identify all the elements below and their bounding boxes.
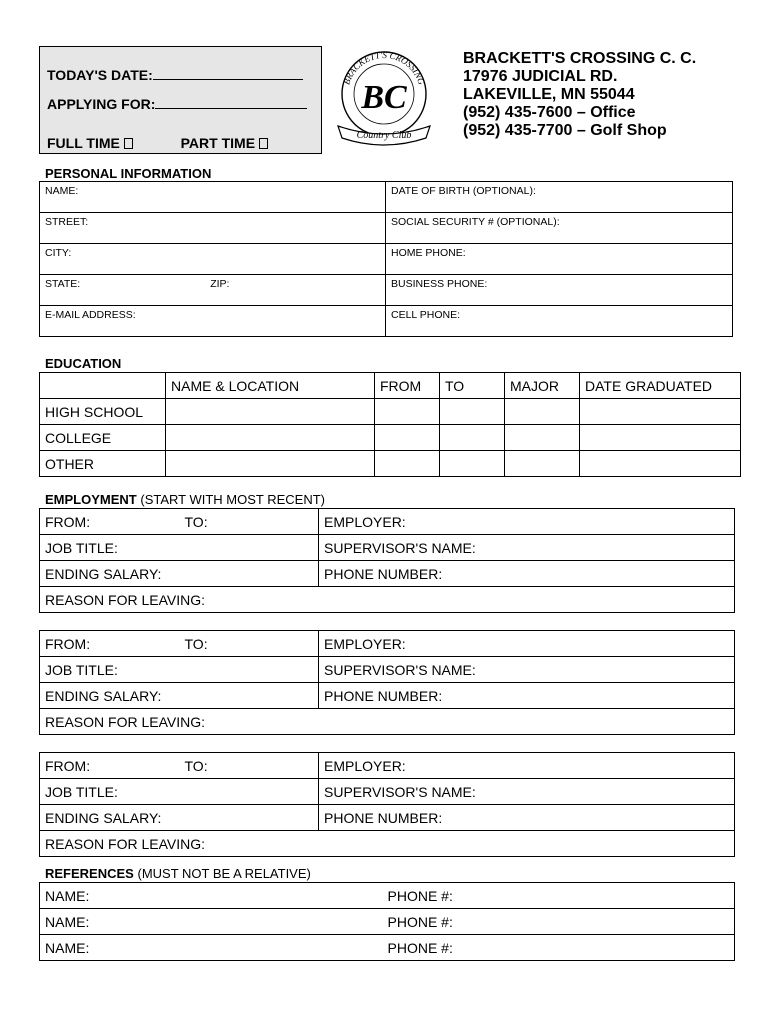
education-header-blank	[40, 373, 166, 399]
input-cell[interactable]	[166, 451, 375, 477]
employment-block-3	[39, 752, 735, 857]
phone-number-field[interactable]: PHONE NUMBER:	[319, 683, 735, 709]
club-logo	[328, 46, 440, 154]
to-field[interactable]: TO:	[180, 753, 319, 779]
employer-field[interactable]: EMPLOYER:	[319, 753, 735, 779]
applying-for-field[interactable]	[155, 96, 307, 109]
table-row	[40, 909, 735, 935]
application-header-box	[39, 46, 322, 154]
to-field[interactable]: TO:	[180, 631, 319, 657]
logo-arc-text: BRACKETT'S CROSSING	[341, 49, 427, 86]
job-title-field[interactable]: JOB TITLE:	[40, 535, 319, 561]
education-header-row	[40, 373, 741, 399]
club-address	[463, 50, 696, 140]
salary-field[interactable]: ENDING SALARY:	[40, 561, 319, 587]
supervisor-field[interactable]: SUPERVISOR'S NAME:	[319, 779, 735, 805]
education-row-label: COLLEGE	[40, 425, 166, 451]
input-cell[interactable]	[166, 399, 375, 425]
name-field[interactable]: NAME:	[40, 182, 386, 213]
state-zip-field[interactable]: STATE: ZIP:	[40, 275, 386, 306]
club-city: LAKEVILLE, MN 55044	[463, 86, 635, 103]
personal-info-title: PERSONAL INFORMATION	[45, 166, 212, 181]
street-field[interactable]: STREET:	[40, 213, 386, 244]
references-table	[39, 882, 735, 961]
employment-block-1	[39, 508, 735, 613]
input-cell[interactable]	[580, 399, 741, 425]
part-time-checkbox[interactable]	[259, 138, 268, 149]
from-field[interactable]: FROM:	[40, 753, 180, 779]
cell-phone-field[interactable]: CELL PHONE:	[386, 306, 733, 337]
input-cell[interactable]	[375, 425, 440, 451]
todays-date-line	[47, 67, 303, 83]
reference-name-field[interactable]: NAME:	[40, 935, 383, 961]
employer-field[interactable]: EMPLOYER:	[319, 631, 735, 657]
employment-block-2	[39, 630, 735, 735]
input-cell[interactable]	[375, 451, 440, 477]
input-cell[interactable]	[505, 425, 580, 451]
table-row	[40, 935, 735, 961]
reference-phone-field[interactable]: PHONE #:	[383, 883, 735, 909]
city-field[interactable]: CITY:	[40, 244, 386, 275]
todays-date-label: TODAY'S DATE:	[47, 67, 153, 83]
from-field[interactable]: FROM:	[40, 509, 180, 535]
table-row	[40, 883, 735, 909]
input-cell[interactable]	[505, 451, 580, 477]
applying-for-line	[47, 96, 307, 112]
reference-phone-field[interactable]: PHONE #:	[383, 935, 735, 961]
logo-banner-text: Country Club	[356, 130, 412, 141]
dob-field[interactable]: DATE OF BIRTH (OPTIONAL):	[386, 182, 733, 213]
education-header-from: FROM	[375, 373, 440, 399]
reason-field[interactable]: REASON FOR LEAVING:	[40, 587, 735, 613]
logo-monogram: BC	[361, 79, 407, 116]
reference-name-field[interactable]: NAME:	[40, 883, 383, 909]
supervisor-field[interactable]: SUPERVISOR'S NAME:	[319, 657, 735, 683]
input-cell[interactable]	[505, 399, 580, 425]
club-office-phone: (952) 435-7600 – Office	[463, 104, 636, 121]
input-cell[interactable]	[440, 425, 505, 451]
reason-field[interactable]: REASON FOR LEAVING:	[40, 831, 735, 857]
education-row-label: OTHER	[40, 451, 166, 477]
reference-name-field[interactable]: NAME:	[40, 909, 383, 935]
phone-number-field[interactable]: PHONE NUMBER:	[319, 561, 735, 587]
employment-type-line	[47, 135, 268, 151]
phone-number-field[interactable]: PHONE NUMBER:	[319, 805, 735, 831]
input-cell[interactable]	[580, 451, 741, 477]
table-row	[40, 399, 741, 425]
job-title-field[interactable]: JOB TITLE:	[40, 657, 319, 683]
full-time-checkbox[interactable]	[124, 138, 133, 149]
education-table	[39, 372, 741, 477]
email-field[interactable]: E-MAIL ADDRESS:	[40, 306, 386, 337]
reason-field[interactable]: REASON FOR LEAVING:	[40, 709, 735, 735]
input-cell[interactable]	[440, 451, 505, 477]
education-header-graduated: DATE GRADUATED	[580, 373, 741, 399]
to-field[interactable]: TO:	[180, 509, 319, 535]
job-title-field[interactable]: JOB TITLE:	[40, 779, 319, 805]
ssn-field[interactable]: SOCIAL SECURITY # (OPTIONAL):	[386, 213, 733, 244]
employer-field[interactable]: EMPLOYER:	[319, 509, 735, 535]
home-phone-field[interactable]: HOME PHONE:	[386, 244, 733, 275]
personal-info-table	[39, 181, 733, 337]
reference-phone-field[interactable]: PHONE #:	[383, 909, 735, 935]
club-name: BRACKETT'S CROSSING C. C.	[463, 50, 697, 67]
education-header-name: NAME & LOCATION	[166, 373, 375, 399]
table-row	[40, 425, 741, 451]
education-header-to: TO	[440, 373, 505, 399]
education-title: EDUCATION	[45, 356, 122, 371]
salary-field[interactable]: ENDING SALARY:	[40, 805, 319, 831]
salary-field[interactable]: ENDING SALARY:	[40, 683, 319, 709]
employment-title: EMPLOYMENT (START WITH MOST RECENT)	[45, 492, 326, 507]
full-time-label: FULL TIME	[47, 135, 120, 151]
education-row-label: HIGH SCHOOL	[40, 399, 166, 425]
club-golf-phone: (952) 435-7700 – Golf Shop	[463, 122, 667, 139]
todays-date-field[interactable]	[153, 67, 303, 80]
references-title: REFERENCES (MUST NOT BE A RELATIVE)	[45, 866, 311, 881]
input-cell[interactable]	[166, 425, 375, 451]
input-cell[interactable]	[375, 399, 440, 425]
applying-for-label: APPLYING FOR:	[47, 96, 156, 112]
education-header-major: MAJOR	[505, 373, 580, 399]
input-cell[interactable]	[580, 425, 741, 451]
part-time-label: PART TIME	[180, 135, 256, 151]
from-field[interactable]: FROM:	[40, 631, 180, 657]
supervisor-field[interactable]: SUPERVISOR'S NAME:	[319, 535, 735, 561]
input-cell[interactable]	[440, 399, 505, 425]
business-phone-field[interactable]: BUSINESS PHONE:	[386, 275, 733, 306]
club-street: 17976 JUDICIAL RD.	[463, 68, 618, 85]
table-row	[40, 451, 741, 477]
